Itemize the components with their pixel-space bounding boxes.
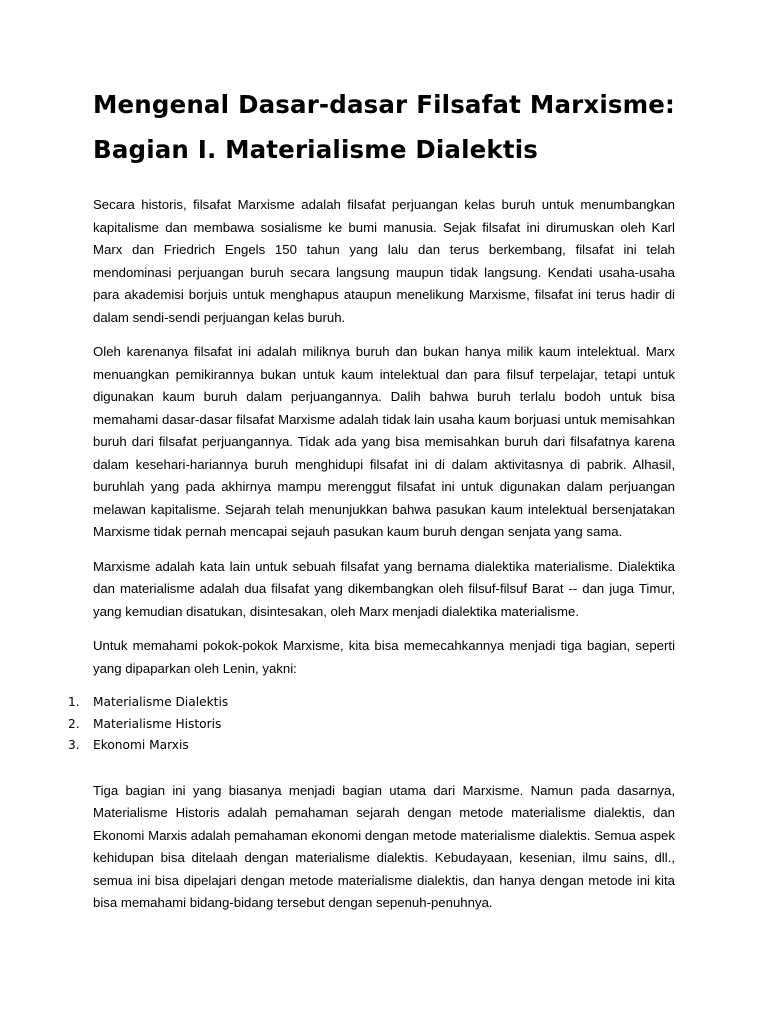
list-item-number: 3. (68, 738, 80, 752)
document-title: Mengenal Dasar-dasar Filsafat Marxisme: Bagian I. Materialisme Dialektis (93, 90, 675, 164)
list-item (68, 692, 675, 714)
paragraph-closing: Tiga bagian ini yang biasanya menjadi bagian utama dari Marxisme. Namun pada dasarnya, Materialisme Historis adalah pemahaman sejarah dengan metode materialisme dialektis, dan Ekonomi Marxis adalah pemahaman ekonomi dengan metode materialisme dialektis. Semua aspek kehidupan bisa ditelaah dengan materialisme dialektis. Kebudayaan, kesenian, ilmu sains, dll., semua ini bisa dipelajari dengan metode materialisme dialektis, dan hanya dengan metode ini kita bisa memahami bidang-bidang tersebut dengan sepenuh-penuhnya. (93, 782, 675, 910)
document-page (68, 82, 675, 915)
paragraph-workers-ownership: Oleh karenanya filsafat ini adalah miliknya buruh dan bukan hanya milik kaum intelektual. Marx menuangkan pemikirannya bukan untuk kaum intelektual dan para filsuf terpelajar, tetapi untuk digunakan kaum buruh dalam perjuangannya. Dalih bahwa buruh terlalu bodoh untuk bisa memahami dasar-dasar filsafat Marxisme adalah tidak lain usaha kaum borjuasi untuk memisahkan buruh dari filsafat perjuangannya. Tidak ada yang bisa memisahkan buruh dari filsafatnya karena dalam kesehari-hariannya buruh menghidupi filsafat ini di dalam aktivitasnya di pabrik. Alhasil, buruhlah yang pada akhirnya mampu merenggut filsafat ini untuk digunakan dalam perjuangan melawan kapitalisme. Sejarah telah menunjukkan bahwa pasukan kaum intelektual bersenjatakan Marxisme tidak pernah mencapai sejauh pasukan kaum buruh dengan senjata yang sama. (93, 344, 675, 539)
three-parts-list (68, 692, 675, 757)
list-item-text: Materialisme Historis (93, 716, 222, 731)
paragraph-historical: Secara historis, filsafat Marxisme adalah filsafat perjuangan kelas buruh untuk menumbangkan kapitalisme dan membawa sosialisme ke bumi manusia. Sejak filsafat ini dirumuskan oleh Karl Marx dan Friedrich Engels 150 tahun yang lalu dan terus berkembang, filsafat ini telah mendominasi perjuangan buruh secara langsung maupun tidak langsung. Kendati usaha-usaha para akademisi borjuis untuk menghapus ataupun menelikung Marxisme, filsafat ini terus hadir di dalam sendi-sendi perjuangan kelas buruh. (93, 197, 675, 325)
paragraph-three-parts-intro: Untuk memahami pokok-pokok Marxisme, kita bisa memecahkannya menjadi tiga bagian, seperti yang dipaparkan oleh Lenin, yakni: (93, 638, 675, 676)
list-item (68, 735, 675, 757)
list-item-text: Materialisme Dialektis (93, 695, 229, 709)
list-item-text: Ekonomi Marxis (93, 738, 189, 752)
list-item-number: 2. (68, 716, 80, 731)
paragraph-dialectical-materialism: Marxisme adalah kata lain untuk sebuah filsafat yang bernama dialektika materialisme. Dialektika dan materialisme adalah dua filsafat yang dikembangkan oleh filsuf-filsuf Barat -- dan juga Timur, yang kemudian disatukan, disintesakan, oleh Marx menjadi dialektika materialisme. (93, 558, 675, 619)
list-item (68, 714, 675, 736)
list-item-number: 1. (68, 695, 80, 709)
